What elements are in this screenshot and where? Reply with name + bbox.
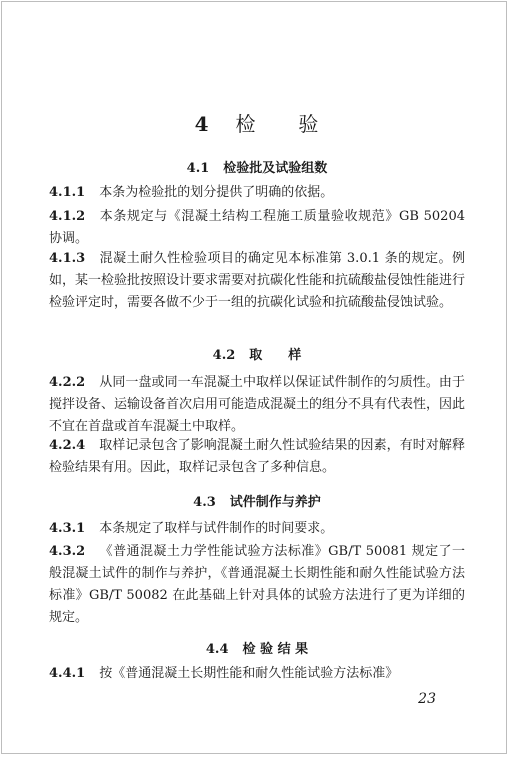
section-title: 试件制作与养护 xyxy=(229,495,321,510)
page-number: 23 xyxy=(418,691,436,707)
chapter-number: 4 xyxy=(194,112,210,136)
document-page xyxy=(1,1,507,754)
section-title: 检验批及试验组数 xyxy=(223,161,328,176)
clause-number: 4.3.1 xyxy=(49,521,86,536)
clause-text: 从同一盘或同一车混凝土中取样以保证试件制作的匀质性。由于搅拌设备、运输设备首次启用可能造成混凝土的组分不具有代表性，因此不宜在首盘或首车混凝土中取样。 xyxy=(49,375,466,434)
section-number: 4.3 xyxy=(193,495,216,510)
clause-text: 本条规定与《混凝土结构工程施工质量验收规范》GB 50204 协调。 xyxy=(49,209,465,246)
section-number: 4.4 xyxy=(205,642,229,657)
clause-4-2-4 xyxy=(49,435,465,479)
section-number: 4.1 xyxy=(186,161,210,176)
clause-number: 4.1.1 xyxy=(49,185,86,200)
clause-number: 4.1.3 xyxy=(49,251,86,266)
section-title: 取 样 xyxy=(249,348,302,363)
clause-number: 4.4.1 xyxy=(49,666,86,681)
clause-number: 4.3.2 xyxy=(49,544,86,559)
clause-4-3-1 xyxy=(49,518,465,540)
section-heading-4-2 xyxy=(49,344,465,363)
clause-number: 4.1.2 xyxy=(49,209,86,224)
clause-text: 按《普通混凝土长期性能和耐久性能试验方法标准》 xyxy=(99,666,399,681)
clause-4-1-1 xyxy=(49,182,465,204)
clause-4-3-2 xyxy=(49,541,465,629)
chapter-title-part2: 验 xyxy=(298,112,320,136)
clause-4-2-2 xyxy=(49,372,465,438)
clause-text: 取样记录包含了影响混凝土耐久性试验结果的因素，有时对解释检验结果有用。因此，取样记录包含了多种信息。 xyxy=(49,438,465,475)
clause-4-4-1 xyxy=(49,663,465,685)
section-heading-4-1 xyxy=(49,157,465,176)
section-heading-4-3 xyxy=(49,491,465,510)
section-title: 检 验 结 果 xyxy=(242,642,309,657)
clause-4-1-3 xyxy=(49,248,465,314)
chapter-title xyxy=(49,108,465,137)
clause-text: 本条为检验批的划分提供了明确的依据。 xyxy=(99,185,334,200)
clause-text: 混凝土耐久性检验项目的确定见本标准第 3.0.1 条的规定。例如，某一检验批按照设计要求需要对抗碳化性能和抗硫酸盐侵蚀性能进行检验评定时，需要各做不少于一组的抗碳化试验和抗硫酸盐侵蚀试验。 xyxy=(49,251,466,310)
clause-number: 4.2.2 xyxy=(49,375,86,390)
clause-text: 本条规定了取样与试件制作的时间要求。 xyxy=(99,521,334,536)
section-heading-4-4 xyxy=(49,638,465,657)
clause-number: 4.2.4 xyxy=(49,438,86,453)
clause-4-1-2 xyxy=(49,206,465,250)
section-number: 4.2 xyxy=(212,348,236,363)
chapter-title-part1: 检 xyxy=(235,112,257,136)
clause-text: 《普通混凝土力学性能试验方法标准》GB/T 50081 规定了一般混凝土试件的制作与养护，《普通混凝土长期性能和耐久性能试验方法标准》GB/T 50082 在此基础上针对具体的试验方法进行了更为详细的规定。 xyxy=(49,544,465,625)
